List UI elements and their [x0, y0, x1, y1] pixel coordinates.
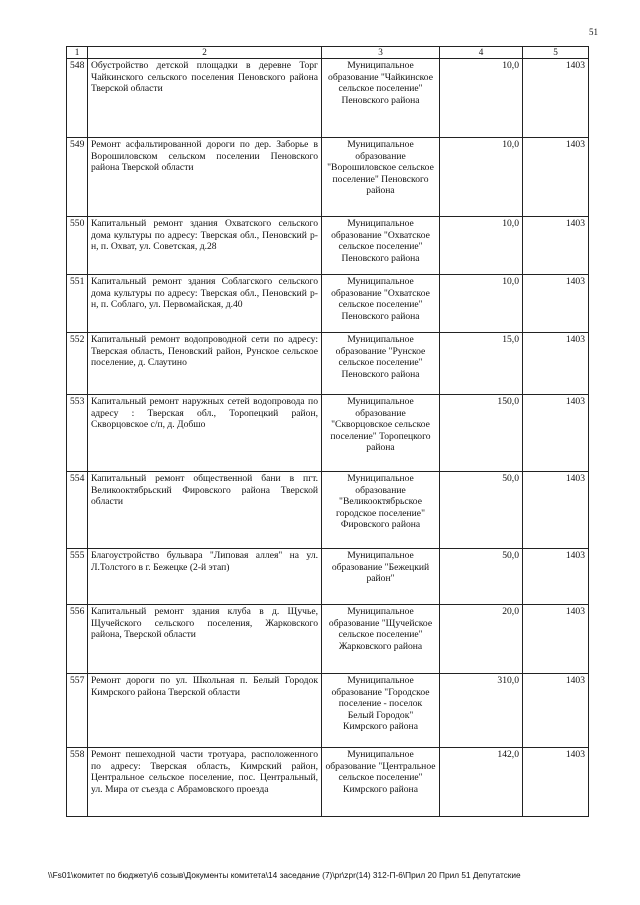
row-number: 554 [67, 472, 88, 549]
row-municipality: Муниципальное образование "Охватское сельское поселение" Пеновского района [322, 217, 440, 275]
row-description: Капитальный ремонт водопроводной сети по адресу: Тверская область, Пеновский район, Рунское сельское поселение, д. Слаутино [88, 333, 322, 395]
column-header-1: 1 [67, 47, 88, 59]
row-municipality: Муниципальное образование "Ворошиловское сельское поселение" Пеновского района [322, 138, 440, 217]
table-row [67, 138, 589, 217]
row-description: Благоустройство бульвара "Липовая аллея" на ул. Л.Толстого в г. Бежецке (2-й этап) [88, 549, 322, 605]
row-municipality: Муниципальное образование "Щучейское сельское поселение" Жарковского района [322, 605, 440, 674]
column-header-4: 4 [440, 47, 523, 59]
row-number: 553 [67, 395, 88, 472]
row-code: 1403 [523, 549, 589, 605]
row-code: 1403 [523, 674, 589, 748]
row-code: 1403 [523, 395, 589, 472]
row-municipality: Муниципальное образование "Городское поселение - поселок Белый Городок" Кимрского района [322, 674, 440, 748]
table-row [67, 472, 589, 549]
row-municipality: Муниципальное образование "Бежецкий район" [322, 549, 440, 605]
row-number: 548 [67, 59, 88, 138]
row-amount: 150,0 [440, 395, 523, 472]
row-municipality: Муниципальное образование "Центральное сельское поселение" Кимрского района [322, 748, 440, 817]
column-header-5: 5 [523, 47, 589, 59]
table-row [67, 549, 589, 605]
table-row [67, 59, 589, 138]
row-description: Капитальный ремонт здания Соблагского сельского дома культуры по адресу: Тверская обл., Пеновский р-н, п. Соблаго, ул. Первомайская, д.40 [88, 275, 322, 333]
row-number: 549 [67, 138, 88, 217]
row-code: 1403 [523, 605, 589, 674]
row-description: Обустройство детской площадки в деревне Торг Чайкинского сельского поселения Пеновского района Тверской области [88, 59, 322, 138]
row-amount: 310,0 [440, 674, 523, 748]
page-number: 51 [589, 27, 598, 37]
row-number: 550 [67, 217, 88, 275]
row-municipality: Муниципальное образование "Великооктябрьское городское поселение" Фировского района [322, 472, 440, 549]
row-municipality: Муниципальное образование "Охватское сельское поселение" Пеновского района [322, 275, 440, 333]
row-amount: 50,0 [440, 472, 523, 549]
row-amount: 10,0 [440, 138, 523, 217]
row-code: 1403 [523, 59, 589, 138]
row-amount: 15,0 [440, 333, 523, 395]
footer-file-path: \\Fs01\комитет по бюджету\6 созыв\Документы комитета\14 заседание (7)\pr\zpr(14) 312-П-6\Прил 20 Прил 51 Депутатские [48, 870, 521, 880]
column-header-2: 2 [88, 47, 322, 59]
row-municipality: Муниципальное образование "Рунское сельское поселение" Пеновского района [322, 333, 440, 395]
row-description: Капитальный ремонт наружных сетей водопровода по адресу : Тверская обл., Торопецкий район, Скворцовское с/п, д. Добшо [88, 395, 322, 472]
row-description: Ремонт пешеходной части тротуара, расположенного по адресу: Тверская область, Кимрский район, Центральное сельское поселение, пос. Центральный, ул. Мира от съезда с Абрамовского проезда [88, 748, 322, 817]
row-amount: 10,0 [440, 217, 523, 275]
appropriations-table [66, 46, 589, 817]
row-amount: 142,0 [440, 748, 523, 817]
table-row [67, 217, 589, 275]
row-code: 1403 [523, 333, 589, 395]
row-number: 551 [67, 275, 88, 333]
table-header-row [67, 47, 589, 59]
table-row [67, 605, 589, 674]
row-number: 555 [67, 549, 88, 605]
row-number: 552 [67, 333, 88, 395]
row-description: Капитальный ремонт здания Охватского сельского дома культуры по адресу: Тверская обл., Пеновский р-н, п. Охват, ул. Советская, д.28 [88, 217, 322, 275]
table-row [67, 674, 589, 748]
row-number: 558 [67, 748, 88, 817]
row-description: Ремонт асфальтированной дороги по дер. Заборье в Ворошиловском сельском поселении Пеновского района Тверской области [88, 138, 322, 217]
row-amount: 50,0 [440, 549, 523, 605]
table-row [67, 333, 589, 395]
row-amount: 10,0 [440, 275, 523, 333]
column-header-3: 3 [322, 47, 440, 59]
row-code: 1403 [523, 275, 589, 333]
row-municipality: Муниципальное образование "Чайкинское сельское поселение" Пеновского района [322, 59, 440, 138]
row-amount: 10,0 [440, 59, 523, 138]
row-code: 1403 [523, 748, 589, 817]
row-number: 556 [67, 605, 88, 674]
table-row [67, 395, 589, 472]
row-description: Ремонт дороги по ул. Школьная п. Белый Городок Кимрского района Тверской области [88, 674, 322, 748]
row-description: Капитальный ремонт общественной бани в пгт. Великооктябрьский Фировского района Тверской области [88, 472, 322, 549]
row-municipality: Муниципальное образование "Скворцовское сельское поселение" Торопецкого района [322, 395, 440, 472]
row-description: Капитальный ремонт здания клуба в д. Щучье, Щучейского сельского поселения, Жарковского района, Тверской области [88, 605, 322, 674]
row-code: 1403 [523, 138, 589, 217]
row-amount: 20,0 [440, 605, 523, 674]
row-code: 1403 [523, 217, 589, 275]
row-code: 1403 [523, 472, 589, 549]
table-row [67, 748, 589, 817]
table-row [67, 275, 589, 333]
row-number: 557 [67, 674, 88, 748]
